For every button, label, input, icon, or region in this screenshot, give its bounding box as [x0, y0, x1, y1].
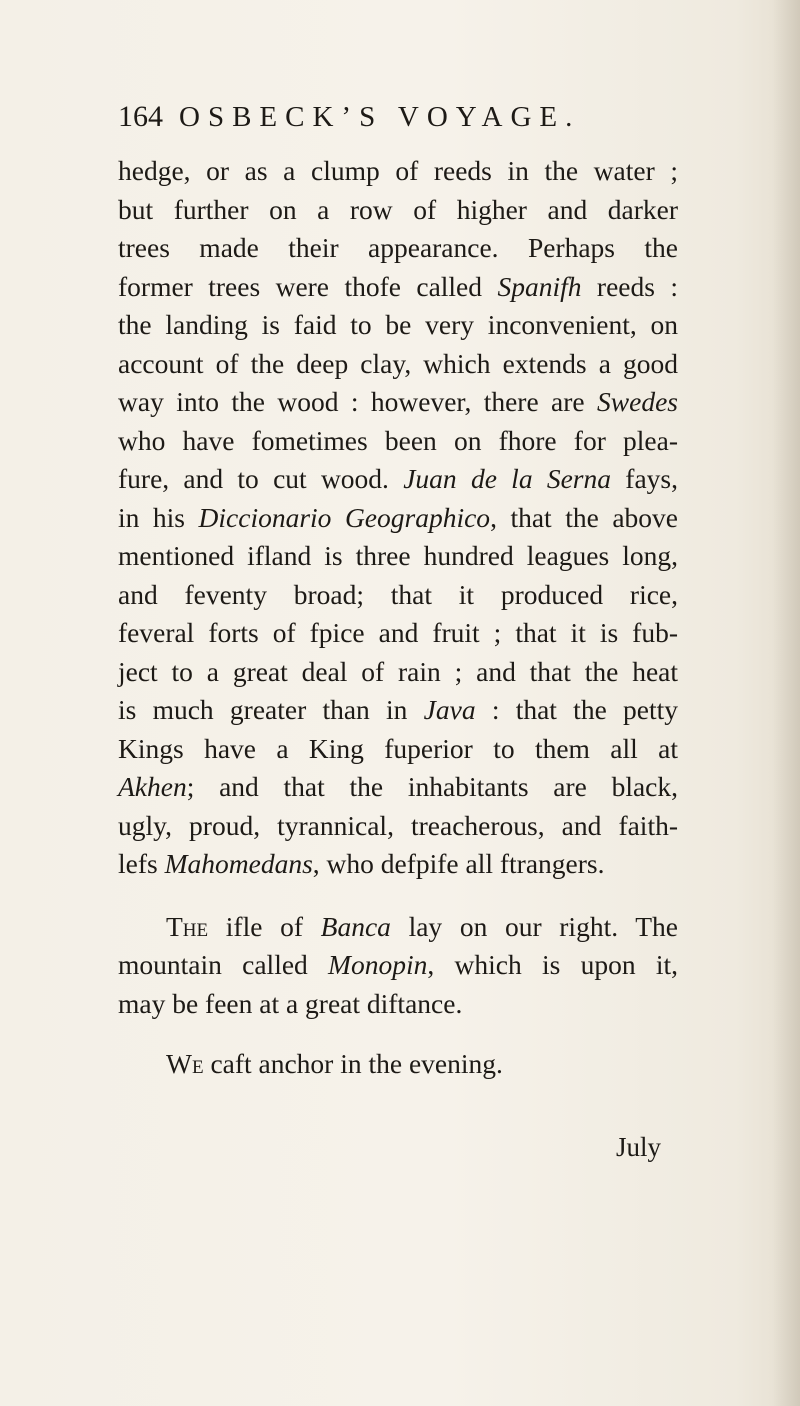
text-run: fays, [611, 463, 678, 494]
text-line: account of the deep clay, which extends a good [118, 347, 678, 379]
text-run: former trees were thofe called [118, 270, 498, 302]
text-line [118, 908, 678, 947]
text-line: feveral forts of fpice and fruit ; that it is fub- [118, 617, 678, 648]
italic-term: Spanifh [497, 270, 582, 302]
text-run: : that the petty [475, 694, 678, 725]
text-run: , which is upon it, [427, 949, 678, 980]
text-run: lay on our right. The [390, 910, 678, 942]
text-line [118, 691, 678, 730]
paragraph-gap [118, 1023, 678, 1045]
text-run: ifle of [208, 910, 321, 942]
text-run: , who defpife all ftrangers. [312, 848, 605, 879]
text-run: mountain called [118, 949, 329, 980]
text-run: fure, and to cut wood. [118, 463, 404, 494]
text-line [118, 845, 678, 884]
text-line: but further on a row of higher and darker [118, 193, 678, 225]
italic-term: Java [423, 694, 476, 725]
text-line: trees made their appearance. Perhaps the [118, 232, 678, 263]
small-caps-word: We [166, 1048, 204, 1079]
text-line: Kings have a King fuperior to them all at [118, 732, 678, 764]
italic-term: Swedes [597, 386, 678, 417]
italic-term: Juan de la Serna [403, 463, 612, 494]
text-run: way into the wood : however, there are [118, 386, 598, 417]
body-text [118, 152, 678, 1084]
small-caps-word: The [166, 910, 209, 942]
text-run: lefs [118, 848, 165, 879]
text-line [118, 383, 678, 422]
text-run: ; and that the inhabitants are black, [186, 771, 678, 802]
text-line: ject to a great deal of rain ; and that the heat [118, 655, 678, 687]
text-run: reeds : [581, 270, 678, 302]
text-line [118, 1045, 678, 1084]
text-line: and feventy broad; that it produced rice, [118, 578, 678, 610]
text-line [118, 460, 678, 499]
text-line: may be feen at a great diftance. [118, 987, 463, 1019]
text-run: , that the above [490, 501, 678, 533]
text-line [118, 499, 678, 538]
text-run: is much greater than in [118, 694, 424, 725]
text-line [118, 946, 678, 985]
running-head: OSBECK’S VOYAGE. [179, 101, 581, 133]
text-line: hedge, or as a clump of reeds in the water ; [118, 155, 678, 186]
text-run: caft anchor in the evening. [203, 1048, 503, 1079]
page-header [118, 100, 678, 144]
page-number: 164 [118, 100, 163, 133]
italic-term: Monopin [328, 949, 428, 980]
paragraph [118, 152, 678, 884]
paragraph [118, 1045, 678, 1084]
text-line [118, 768, 678, 807]
catchword: July [616, 1132, 662, 1162]
text-line: the landing is faid to be very inconvenient, on [118, 309, 678, 340]
text-line: who have fometimes been on fhore for plea- [118, 424, 678, 456]
italic-term: Akhen [118, 771, 187, 802]
italic-term: Banca [320, 910, 391, 942]
page-edge-shadow [772, 0, 800, 1406]
text-run: in his [118, 501, 199, 533]
italic-term: Mahomedans [164, 848, 313, 879]
paragraph [118, 908, 678, 1024]
text-line: ugly, proud, tyrannical, treacherous, and faith- [118, 809, 678, 841]
italic-term: Diccionario Geographico [198, 501, 491, 533]
paragraph-gap [118, 884, 678, 908]
text-line [118, 268, 678, 307]
text-line: mentioned ifland is three hundred leagues long, [118, 540, 678, 571]
